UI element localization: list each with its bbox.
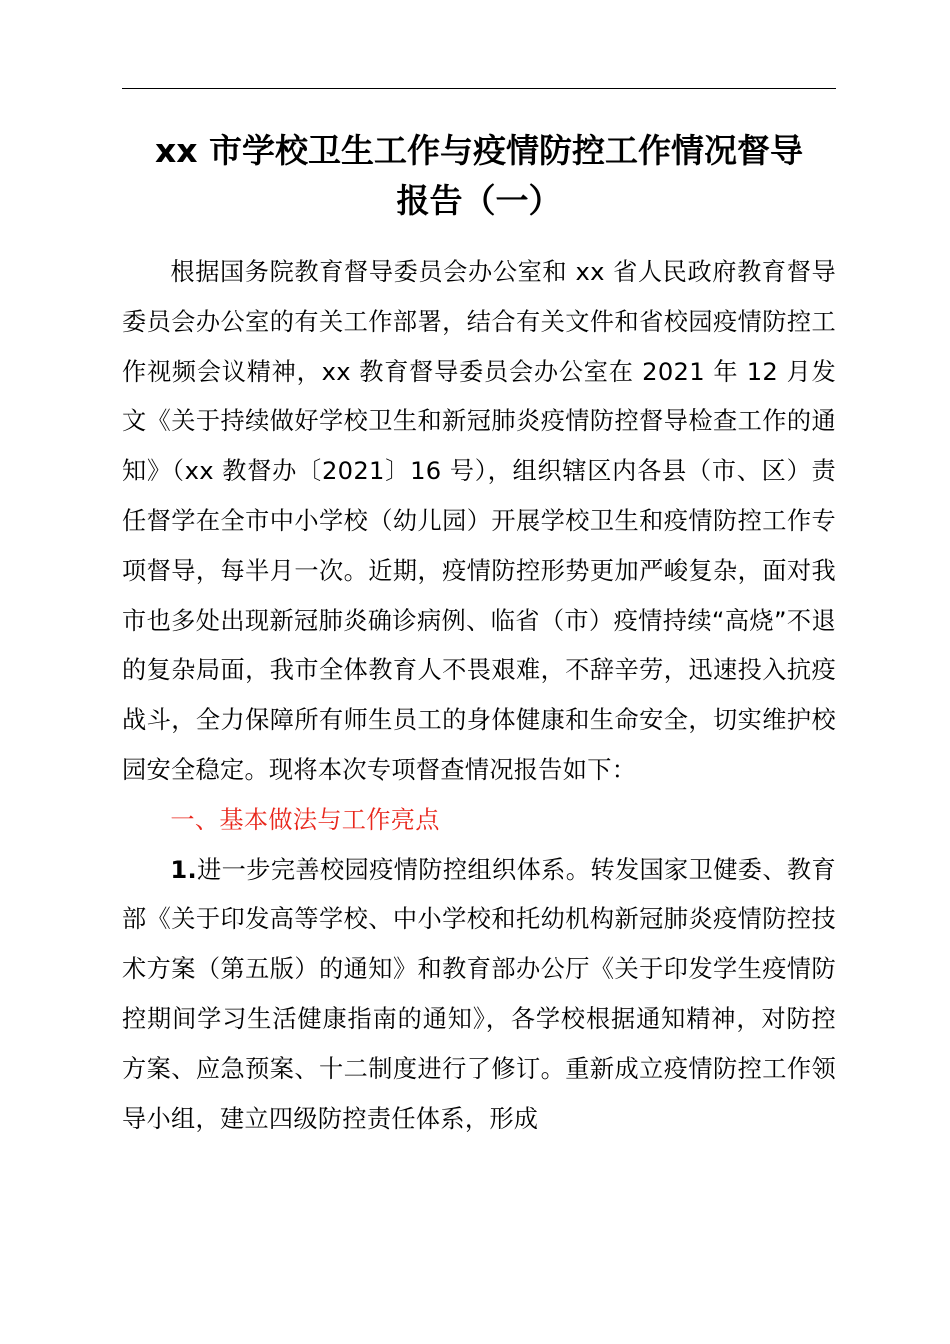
header-rule [122,88,836,89]
intro-paragraph: 根据国务院教育督导委员会办公室和 xx 省人民政府教育督导委员会办公室的有关工作部署，结合有关文件和省校园疫情防控工作视频会议精神，xx 教育督导委员会办公室在 2021 年 12 月发文《关于持续做好学校卫生和新冠肺炎疫情防控督导检查工作的通知》（xx 教督办〔2021〕16 号），组织辖区内各县（市、区）责任督学在全市中小学校（幼儿园）开展学校卫生和疫情防控工作专项督导，每半月一次。近期，疫情防控形势更加严峻复杂，面对我市也多处出现新冠肺炎确诊病例、临省（市）疫情持续“高烧”不退的复杂局面，我市全体教育人不畏艰难，不辞辛劳，迅速投入抗疫战斗，全力保障所有师生员工的身体健康和生命安全，切实维护校园安全稳定。现将本次专项督查情况报告如下： [122,258,836,784]
item-1-paragraph [122,846,836,1145]
document-body [122,248,836,1144]
document-title-line-1: xx 市学校卫生工作与疫情防控工作情况督导 [154,131,804,170]
document-title-line-2: 报告（一） [396,181,562,220]
document-title [122,126,836,226]
item-1-text: 进一步完善校园疫情防控组织体系。转发国家卫健委、教育部《关于印发高等学校、中小学校和托幼机构新冠肺炎疫情防控技术方案（第五版）的通知》和教育部办公厅《关于印发学生疫情防控期间学习生活健康指南的通知》，各学校根据通知精神，对防控方案、应急预案、十二制度进行了修订。重新成立疫情防控工作领导小组，建立四级防控责任体系，形成 [122,855,836,1133]
item-1-number: 1. [170,855,198,884]
section-heading: 一、基本做法与工作亮点 [170,805,440,834]
